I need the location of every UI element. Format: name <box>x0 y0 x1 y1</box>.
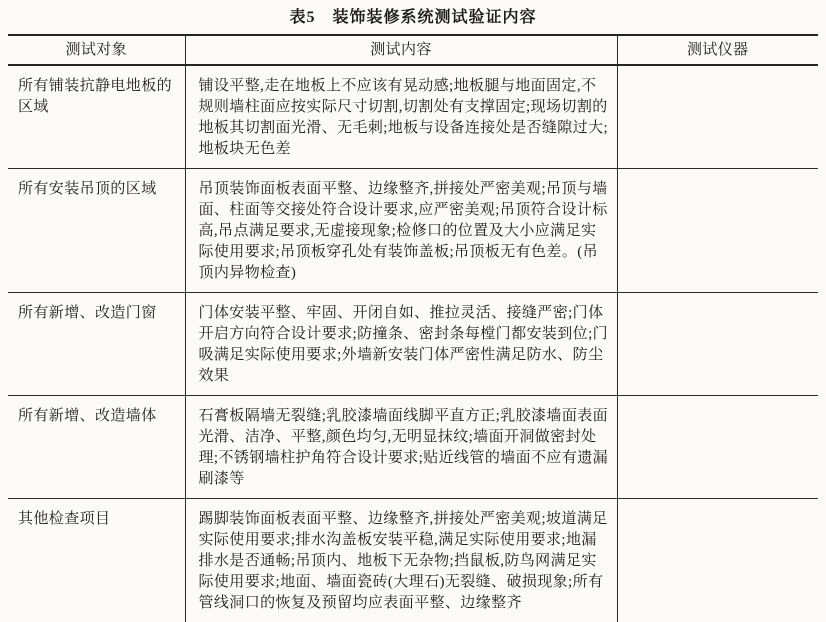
header-test-object: 测试对象 <box>8 35 185 65</box>
cell-test-object: 所有新增、改造门窗 <box>8 293 185 396</box>
cell-test-content: 吊顶装饰面板表面平整、边缘整齐,拼接处严密美观;吊顶与墙面、柱面等交接处符合设计要求,应严密美观;吊顶符合设计标高,吊点满足要求,无虚接现象;检修口的位置及大小应满足实际使用要求;吊顶板穿孔处有装饰盖板;吊顶板无有色差。(吊顶内异物检查) <box>185 169 617 293</box>
cell-test-instrument <box>617 293 818 396</box>
table-row <box>8 396 818 499</box>
cell-test-instrument <box>617 499 818 622</box>
test-verification-table <box>8 34 818 622</box>
cell-test-object: 所有新增、改造墙体 <box>8 396 185 499</box>
cell-test-instrument <box>617 169 818 293</box>
header-row <box>8 35 818 65</box>
table-caption: 表5 装饰装修系统测试验证内容 <box>289 9 537 26</box>
table-row <box>8 293 818 396</box>
cell-test-instrument <box>617 396 818 499</box>
table-row <box>8 169 818 293</box>
header-test-instrument: 测试仪器 <box>617 35 818 65</box>
table-row <box>8 499 818 622</box>
cell-test-object: 所有安装吊顶的区域 <box>8 169 185 293</box>
cell-test-content: 门体安装平整、牢固、开闭自如、推拉灵活、接缝严密;门体开启方向符合设计要求;防撞条、密封条每樘门都安装到位;门吸满足实际使用要求;外墙新安装门体严密性满足防水、防尘效果 <box>185 293 617 396</box>
cell-test-content: 铺设平整,走在地板上不应该有晃动感;地板腿与地面固定,不规则墙柱面应按实际尺寸切割,切割处有支撑固定;现场切割的地板其切割面光滑、无毛刺;地板与设备连接处是否缝隙过大;地板块无色差 <box>185 65 617 169</box>
cell-test-instrument <box>617 65 818 169</box>
cell-test-object: 其他检查项目 <box>8 499 185 622</box>
table-row <box>8 65 818 169</box>
cell-test-content: 石膏板隔墙无裂缝;乳胶漆墙面线脚平直方正;乳胶漆墙面表面光滑、洁净、平整,颜色均匀,无明显抹纹;墙面开洞做密封处理;不锈钢墙柱护角符合设计要求;贴近线管的墙面不应有遗漏刷漆等 <box>185 396 617 499</box>
header-test-content: 测试内容 <box>185 35 617 65</box>
cell-test-content: 踢脚装饰面板表面平整、边缘整齐,拼接处严密美观;坡道满足实际使用要求;排水沟盖板安装平稳,满足实际使用要求;地漏排水是否通畅;吊顶内、地板下无杂物;挡鼠板,防鸟网满足实际使用要求;地面、墙面瓷砖(大理石)无裂缝、破损现象;所有管线洞口的恢复及预留均应表面平整、边缘整齐 <box>185 499 617 622</box>
cell-test-object: 所有铺装抗静电地板的区域 <box>8 65 185 169</box>
